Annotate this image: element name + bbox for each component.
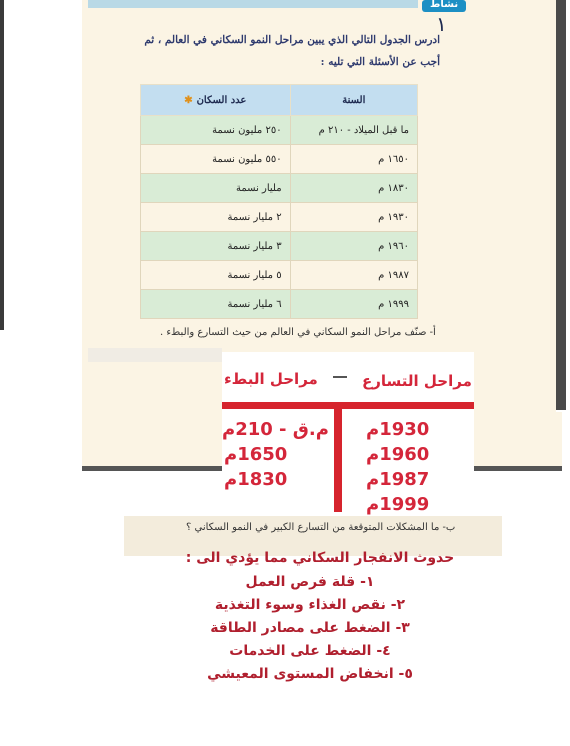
- intro-line-1: ادرس الجدول التالي الذي يبين مراحل النمو السكاني في العالم ، ثم: [144, 34, 440, 46]
- population-cell: ٥ مليار نسمة: [141, 261, 291, 290]
- question-a: أ- صنّف مراحل النمو السكاني في العالم من حيث التسارع والبطء .: [160, 327, 436, 338]
- year-cell: ١٩٦٠ م: [290, 232, 417, 261]
- fast-value: 1999م: [366, 494, 430, 515]
- year-cell: ١٦٥٠ م: [290, 145, 417, 174]
- table-row: [141, 290, 418, 319]
- textbook-page-lower-left: [82, 412, 222, 466]
- population-cell: ٢ مليار نسمة: [141, 203, 291, 232]
- population-cell: ٦ مليار نسمة: [141, 290, 291, 319]
- star-icon: ✱: [184, 94, 193, 106]
- answer-b-item: ٤- الضغط على الخدمات: [229, 643, 391, 659]
- year-cell: ما قبل الميلاد - ٢١٠ م: [290, 116, 417, 145]
- column-header-population: [141, 85, 291, 116]
- table-row: [141, 261, 418, 290]
- year-cell: ١٩٩٩ م: [290, 290, 417, 319]
- slow-value: م.ق - 210م: [222, 419, 329, 440]
- slow-value: 1830م: [224, 469, 288, 490]
- answer-b-item: ٥- انخفاض المستوى المعيشي: [207, 666, 413, 682]
- fast-value: 1960م: [366, 444, 430, 465]
- year-cell: ١٨٣٠ م: [290, 174, 417, 203]
- card-top-strip: [88, 348, 222, 362]
- t-chart-horizontal-bar: [222, 402, 474, 409]
- population-cell: ٢٥٠ مليون نسمة: [141, 116, 291, 145]
- column-header-year: السنة: [290, 85, 417, 116]
- activity-badge: [420, 0, 468, 38]
- table-row: [141, 116, 418, 145]
- table-row: [141, 145, 418, 174]
- activity-number: ١: [436, 12, 447, 36]
- fast-stages-header: مراحل التسارع: [362, 372, 472, 390]
- population-cell: مليار نسمة: [141, 174, 291, 203]
- answer-b-item: ١- قلة فرص العمل: [245, 574, 375, 590]
- header-separator: [333, 376, 347, 378]
- year-cell: ١٩٣٠ م: [290, 203, 417, 232]
- answer-b-heading: حدوث الانفجار السكاني مما يؤدي الى :: [185, 550, 455, 566]
- answer-b-item: ٣- الضغط على مصادر الطاقة: [210, 620, 410, 636]
- table-row: [141, 174, 418, 203]
- population-cell: ٥٥٠ مليون نسمة: [141, 145, 291, 174]
- slow-stages-header: مراحل البطء: [224, 370, 318, 388]
- page-edge-shadow: [0, 0, 4, 330]
- page-edge-shadow: [556, 0, 566, 410]
- page-header-band: [88, 0, 418, 8]
- population-cell: ٣ مليار نسمة: [141, 232, 291, 261]
- answer-b-item: ٢- نقص الغذاء وسوء التغذية: [214, 597, 406, 613]
- textbook-page-lower-right: [474, 412, 562, 466]
- table-row: [141, 232, 418, 261]
- t-chart-vertical-bar: [334, 402, 342, 512]
- population-table-body: [141, 116, 418, 319]
- population-table: [140, 84, 418, 319]
- activity-label: نشاط: [430, 0, 459, 10]
- year-cell: ١٩٨٧ م: [290, 261, 417, 290]
- slow-value: 1650م: [224, 444, 288, 465]
- question-b: ب- ما المشكلات المتوقعة من التسارع الكبير في النمو السكاني ؟: [186, 522, 456, 533]
- fast-value: 1930م: [366, 419, 430, 440]
- fast-value: 1987م: [366, 469, 430, 490]
- column-header-population-label: عدد السكان: [196, 94, 247, 106]
- table-row: [141, 203, 418, 232]
- intro-line-2: أجب عن الأسئلة التي تليه :: [320, 56, 440, 68]
